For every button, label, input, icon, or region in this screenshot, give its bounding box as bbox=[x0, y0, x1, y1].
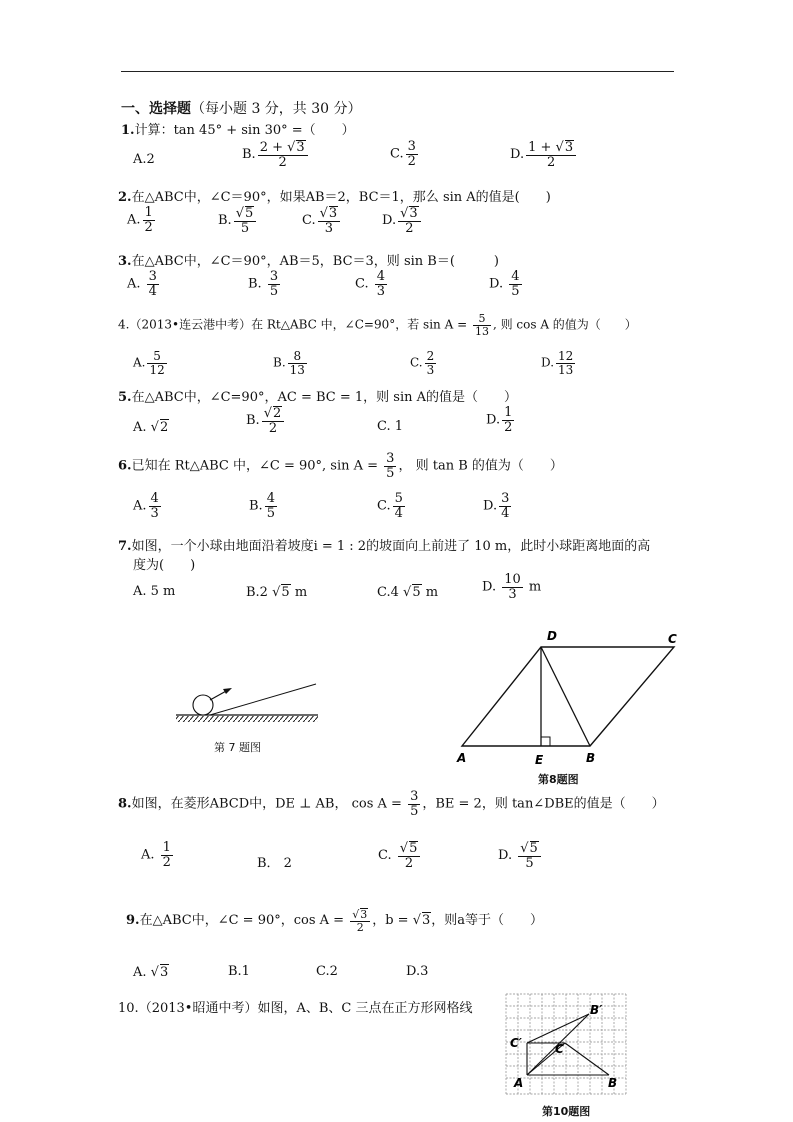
label-b-prime: B′ bbox=[590, 1003, 603, 1017]
q5-option-c[interactable]: C. 1 bbox=[377, 419, 404, 434]
q3-option-b[interactable]: B. $\frac{3}{5}$ bbox=[248, 269, 279, 299]
q3-option-c[interactable]: C. $\frac{4}{3}$ bbox=[355, 269, 386, 299]
q6-option-b[interactable]: B. $\frac{4}{5}$ bbox=[249, 491, 275, 521]
label-b: B bbox=[608, 1076, 618, 1090]
label-a: A bbox=[457, 751, 467, 765]
q5-option-b[interactable]: B. $\frac{√2}{2}$ bbox=[246, 406, 286, 435]
q5-option-d[interactable]: D. $\frac{1}{2}$ bbox=[486, 405, 513, 435]
q1-option-a[interactable]: A.2 bbox=[133, 152, 155, 167]
header-rule bbox=[121, 71, 674, 72]
question-7-stem-line1: 7.如图，一个小球由地面沿着坡度i = 1 : 2的坡面向上前进了 10 m，此时小球距离地面的高 bbox=[118, 539, 651, 554]
question-text: 计算：tan 45° + sin 30° =（ ） bbox=[134, 123, 355, 138]
q8-option-a[interactable]: A. $\frac{1}{2}$ bbox=[141, 840, 171, 870]
section-title: 一、选择题 bbox=[121, 101, 191, 117]
q7-option-a[interactable]: A. 5 m bbox=[133, 584, 176, 599]
figure-8-caption: 第8题图 bbox=[538, 773, 579, 786]
label-c: C bbox=[668, 632, 677, 646]
section-note: （每小题 3 分，共 30 分） bbox=[191, 101, 362, 117]
q6-option-d[interactable]: D. $\frac{3}{4}$ bbox=[483, 491, 510, 521]
label-a: A bbox=[514, 1076, 524, 1090]
question-8-stem: 8.如图，在菱形ABCD中，DE ⊥ AB， cos A = $\frac{3}{5}$ ，BE = 2，则 tan∠DBE的值是（ ） bbox=[118, 789, 665, 819]
label-c-prime: C′ bbox=[510, 1036, 522, 1050]
q6-option-a[interactable]: A. $\frac{4}{3}$ bbox=[133, 491, 159, 521]
question-7-stem-line2: 度为( ) bbox=[133, 558, 196, 573]
ground-hatch bbox=[176, 716, 318, 722]
label-b: B bbox=[586, 751, 596, 765]
question-9-stem: 9.在△ABC中，∠C = 90°，cos A = $\frac{√3}{2}$ ，b = √3，则a等于（ ） bbox=[126, 908, 544, 934]
q4-option-c[interactable]: C. $\frac{2}{3}$ bbox=[410, 349, 435, 377]
arrow-head bbox=[223, 688, 232, 694]
q4-option-a[interactable]: A. $\frac{5}{12}$ bbox=[133, 349, 165, 377]
label-c: C bbox=[555, 1042, 564, 1056]
q8-option-b[interactable]: B． 2 bbox=[257, 856, 292, 871]
q9-option-a[interactable]: A. √3 bbox=[133, 965, 169, 980]
q7-option-d[interactable]: D. $\frac{10}{3}$ m bbox=[482, 572, 542, 602]
question-6-stem: 6.已知在 Rt△ABC 中，∠C = 90°, sin A = $\frac{3}{5}$ ， 则 tan B 的值为（ ） bbox=[118, 451, 563, 481]
question-4-stem: 4.（2013•连云港中考）在 Rt△ABC 中，∠C=90°，若 sin A = $\frac{5}{13}$ , 则 cos A 的值为（ ） bbox=[118, 312, 637, 338]
q3-option-a[interactable]: A. $\frac{3}{4}$ bbox=[127, 269, 157, 299]
question-10-stem: 10.（2013•昭通中考）如图，A、B、C 三点在正方形网格线 bbox=[118, 1001, 473, 1016]
section-heading bbox=[121, 98, 362, 118]
question-number: 1. bbox=[121, 123, 135, 138]
label-e: E bbox=[535, 753, 544, 767]
figure-7-caption: 第 7 题图 bbox=[214, 741, 261, 754]
slope-line bbox=[210, 684, 316, 715]
q8-option-c[interactable]: C. $\frac{√5}{2}$ bbox=[378, 841, 422, 870]
segment-db bbox=[541, 647, 590, 746]
question-5-stem: 5.在△ABC中，∠C=90°，AC = BC = 1，则 sin A的值是（ ） bbox=[118, 390, 517, 405]
question-1-stem bbox=[121, 119, 355, 138]
q4-option-d[interactable]: D. $\frac{12}{13}$ bbox=[541, 349, 574, 377]
q2-option-b[interactable]: B. $\frac{√5}{5}$ bbox=[218, 206, 258, 235]
q1-option-c[interactable]: C. $\frac{3}{2}$ bbox=[390, 139, 416, 169]
q1-option-b[interactable]: B. $\frac{2 + √3}{2}$ bbox=[242, 140, 310, 169]
q2-option-c[interactable]: C. $\frac{√3}{3}$ bbox=[302, 206, 342, 235]
q2-option-d[interactable]: D. $\frac{√3}{2}$ bbox=[382, 206, 423, 235]
q6-option-c[interactable]: C. $\frac{5}{4}$ bbox=[377, 491, 403, 521]
question-3-stem: 3.在△ABC中，∠C＝90°，AB＝5，BC＝3，则 sin B＝( ) bbox=[118, 254, 499, 269]
right-angle-mark bbox=[541, 737, 550, 746]
ball bbox=[193, 695, 213, 715]
q2-option-a[interactable]: A. $\frac{1}{2}$ bbox=[127, 205, 153, 235]
question-2-stem: 2.在△ABC中，∠C＝90°，如果AB＝2，BC＝1，那么 sin A的值是( ) bbox=[118, 190, 551, 205]
q7-option-c[interactable]: C.4 √5 m bbox=[377, 585, 439, 600]
figure-8-rhombus bbox=[452, 626, 687, 771]
rhombus-outline bbox=[462, 647, 674, 746]
q4-option-b[interactable]: B. $\frac{8}{13}$ bbox=[273, 349, 305, 377]
q9-option-d[interactable]: D.3 bbox=[406, 964, 429, 979]
q3-option-d[interactable]: D. $\frac{4}{5}$ bbox=[489, 269, 520, 299]
q7-option-b[interactable]: B.2 √5 m bbox=[246, 585, 308, 600]
figure-7-slope bbox=[170, 678, 320, 728]
figure-10-grid bbox=[505, 993, 629, 1096]
q1-option-d[interactable]: D. $\frac{1 + √3}{2}$ bbox=[510, 140, 578, 169]
figure-10-caption: 第10题图 bbox=[542, 1105, 591, 1118]
q9-option-c[interactable]: C.2 bbox=[316, 964, 338, 979]
label-d: D bbox=[547, 629, 557, 643]
q8-option-d[interactable]: D. $\frac{√5}{5}$ bbox=[498, 841, 543, 870]
q5-option-a[interactable]: A. √2 bbox=[133, 420, 169, 435]
q9-option-b[interactable]: B.1 bbox=[228, 964, 250, 979]
